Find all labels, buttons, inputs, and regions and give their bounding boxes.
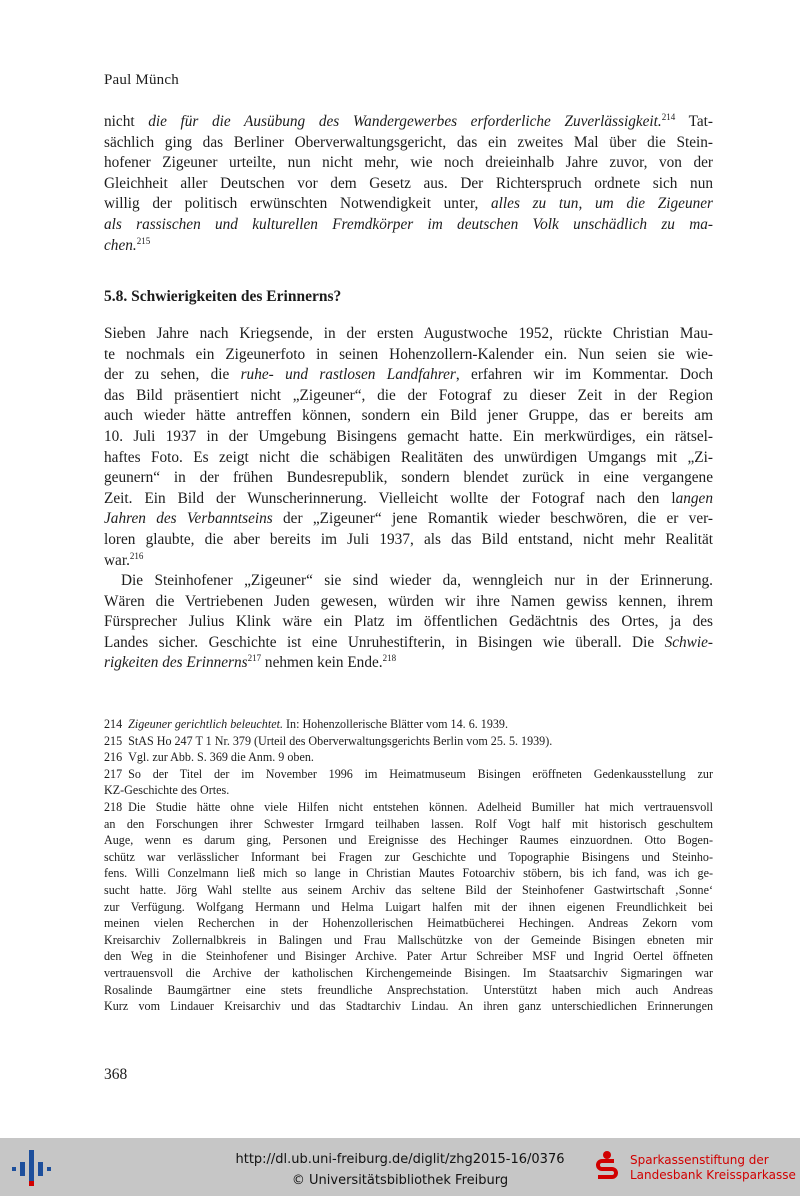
paragraph-2 xyxy=(104,324,713,571)
text-line: Die Steinhofener „Zigeuner“ sie sind wieder da, wenngleich nur in der Erinnerung. xyxy=(121,572,713,589)
text-line: 10. Juli 1937 in der Umgebung Bisingens gemacht hatte. Ein merkwürdiges, ein rätsel- xyxy=(104,427,713,445)
text-line: als rassischen und kulturellen Fremdkörper im deutschen Volk unschädlich zu ma- xyxy=(104,215,713,233)
footnote-ref[interactable]: 216 xyxy=(129,550,144,561)
sponsor-line: Landesbank Kreissparkasse xyxy=(630,1168,796,1182)
copyright-notice: © Universitätsbibliothek Freiburg xyxy=(291,1173,509,1188)
text-line: haftes Foto. Es zeigt nicht die schäbigen Realitäten des unwürdigen Umgangs mit „Zi- xyxy=(104,448,713,466)
viewer-footer xyxy=(0,1138,800,1196)
text-line: nicht die für die Ausübung des Wandergewerbes erforderliche Zuverlässigkeit.$^{214}$ Tat- xyxy=(104,111,714,130)
footnote-216: 216 Vgl. zur Abb. S. 369 die Anm. 9 oben. xyxy=(104,750,314,765)
paragraph-3 xyxy=(104,571,713,674)
text-line: Sieben Jahre nach Kriegsende, in der ersten Augustwoche 1952, rückte Christian Mau- xyxy=(104,325,713,342)
footnote-215: 215 StAS Ho 247 T 1 Nr. 379 (Urteil des Oberverwaltungsgerichts Berlin vom 25. 5. 1939). xyxy=(104,733,553,748)
footnote-ref[interactable]: 215 xyxy=(136,235,151,246)
footnote-214: 214 Zigeuner gerichtlich beleuchtet. In: Hohenzollerische Blätter vom 14. 6. 1939. xyxy=(104,717,508,731)
sponsor-text xyxy=(630,1153,796,1183)
footnote-ref[interactable]: 217 xyxy=(247,653,262,664)
text-line: war.$^{216}$ xyxy=(104,550,144,569)
footnote-218: 218 Die Studie hätte ohne viele Hilfen nicht entstehen können. Adelheid Bumiller hat mich vertrauensvoll an den Forschungen ihrer Schwester Irmgard teilhaben lassen. Rolf Vogt half mit historisch geschultem Auge, wenn es darum ging, Personen und Ereignisse des Hechinger Raumes einzuordnen. Otto Bogen- schütz war verlässlicher Informant bei Fragen zur Geschichte und Topographie Bisingens und Steinho- fens. Willi Conzelmann ließ mich so lange in Christian Mautes Fotoarchiv stöbern, bis ich fand, was ich ge- sucht hatte. Jörg Wahl stellte aus seinem Archiv das seltene Bild der Steinhofener Gastwirtschaft ‚Sonne‘ zur Verfügung. Wolfgang Hermann und Helma Luigart halfen mit der ihnen eigenen Freundlichkeit bei meinen vielen Recherchen in der Hohenzollerischen Heimatbücherei Hechingen. Andreas Zekorn vom Kreisarchiv Zollernalbkreis in Balingen und Frau Mallschützke von der Gemeinde Bisingen ebneten mir den Weg in die Steinhofener und Bisinger Archive. Pater Artur Schreiber MSF und Ingrid Oertel öffneten vertrauensvoll die Archive der katholischen Kirchengemeinde Bisingen. Im Staatsarchiv Sigmaringen war Rosalinde Baumgärtner eine stets freundliche Ansprechstation. Unterstützt haben mich auch Andreas Kurz vom Lindauer Kreisarchiv und das Stadtarchiv Lindau. An ihren ganz unterschiedlichen Erinnerungen xyxy=(104,799,713,1014)
text-line: Landes sicher. Geschichte ist eine Unruhestifterin, in Bisingen wie überall. Die Schwie- xyxy=(104,633,713,651)
text-line: rigkeiten des Erinnerns$^{217}$ nehmen kein Ende.$^{218}$ xyxy=(104,653,397,672)
footnote-number: 214 xyxy=(104,717,123,731)
text-line: te nochmals ein Zigeunerfoto in seinen Hohenzollern-Kalender ein. Nun seien sie wie- xyxy=(104,345,713,363)
text-line: chen.$^{215}$ xyxy=(104,235,151,254)
text-line: der zu sehen, die ruhe- und rastlosen Landfahrer, erfahren wir im Kommentar. Doch xyxy=(104,366,713,384)
text-line: Fürsprecher Julius Klink wäre ein Platz im öffentlichen Gedächtnis des Ortes, ja des xyxy=(104,613,713,631)
text-line: willig der politisch erwünschten Notwendigkeit unter, alles zu tun, um die Zigeuner xyxy=(104,195,713,213)
text-line: loren glaubte, die aber bereits im Juli 1937, als das Bild entstand, nicht mehr Realität xyxy=(104,530,713,548)
footnote-number: 216 xyxy=(104,750,123,765)
text-line: hofener Zigeuner urteilte, nun nicht mehr, wie noch dreieinhalb Jahre zuvor, von der xyxy=(104,154,713,172)
footnote-ref[interactable]: 218 xyxy=(382,653,397,664)
text-line: auch wieder hätte antreffen können, sondern ein Bild jener Gruppe, das er bereits am xyxy=(104,407,713,425)
text-line: geunern“ in der frühen Bundesrepublik, sondern blendet zurück in eine vergangene xyxy=(104,469,713,487)
sponsor-line: Sparkassenstiftung der xyxy=(630,1153,769,1167)
text-line: Jahren des Verbanntseins der „Zigeuner“ jene Romantik wieder beschwören, die er ver- xyxy=(104,510,713,528)
text-line: Zeit. Ein Bild der Wunscherinnerung. Vielleicht wollte der Fotograf nach den langen xyxy=(104,489,713,507)
footnotes xyxy=(104,716,713,1015)
footnote-217: 217 So der Titel der im November 1996 im Heimatmuseum Bisingen eröffneten Gedenkausstellung zur KZ-Geschichte des Ortes. xyxy=(104,766,713,798)
page-number: 368 xyxy=(104,1066,128,1083)
footnote-number: 217 xyxy=(104,766,123,781)
section-heading: 5.8. Schwierigkeiten des Erinnerns? xyxy=(104,288,342,305)
paragraph-1 xyxy=(104,112,713,256)
running-head: Paul Münch xyxy=(104,72,179,88)
text-line: sächlich ging das Berliner Oberverwaltungsgericht, das ein zweites Mal über die Stein- xyxy=(104,133,713,151)
permalink-url[interactable]: http://dl.ub.uni-freiburg.de/diglit/zhg2015-16/0376 xyxy=(235,1152,565,1167)
text-line: Wären die Vertriebenen Juden gewesen, würden wir ihre Namen gewiss kennen, ihrem xyxy=(104,592,713,610)
sparkasse-logo-icon[interactable] xyxy=(592,1150,622,1182)
footnote-number: 215 xyxy=(104,733,123,748)
footnote-number: 218 xyxy=(104,799,123,814)
footnote-ref[interactable]: 214 xyxy=(661,111,676,122)
text-line: Gleichheit aller Deutschen vor dem Gesetz aus. Der Richterspruch ordnete sich nun xyxy=(104,174,713,192)
text-line: das Bild präsentiert nicht „Zigeuner“, die der Fotograf zu dieser Zeit in der Region xyxy=(104,386,713,404)
